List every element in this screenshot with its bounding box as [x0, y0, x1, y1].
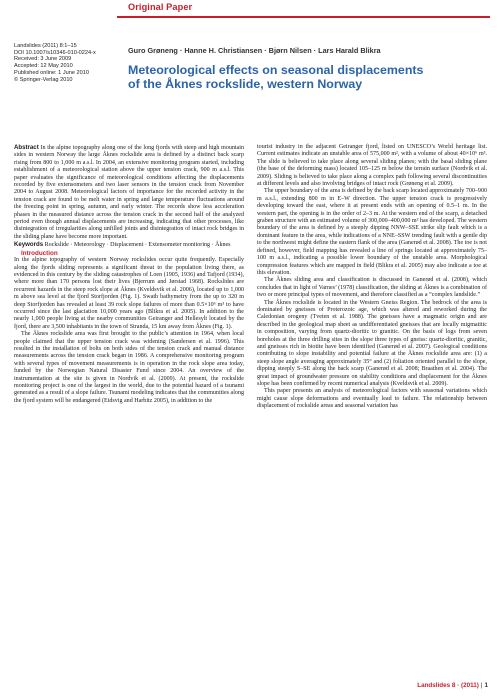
title-line-2: of the Åknes rockslide, western Norway [128, 77, 363, 92]
abstract-text: In the alpine topography along one of the long fjords with steep and high mountain sides in western Norway the large Åknes rockslide area is defined by a distinct back scarp rising from 800 to 1,000 m a.s.l. In 2004, an extensive monitoring program started, including establishment of a meteorological station above the upper tension crack, 900 m a.s.l. This paper evaluates the significance of meteorological conditions affecting the displacements recorded by five extensometers and two laser sensors in the tension crack from November 2004 to August 2008. Meteorological factors of importance for the recorded activity in the tension crack are found to be melt water in spring and large temperature fluctuations around the freezing point in spring, autumn, and early winter. The records show less acceleration phases in the measured distance across the tension crack in the second half of the analyzed period even though annual displacements are increasing, indicating that other processes, like disintegration of irregularities along unfilled joints and disintegration of intact rock bridges in the sliding plane have become more important. [14, 145, 245, 240]
right-paragraph-2: The upper boundary of the area is defined by the back scarp located approximately 700–900 m a.s.l., extending 800 m in E–W direction. The upper tension crack is progressively developing toward the east, where it at present ends with an opening of 0.5–1 m. In the western part, the opening is in the order of 2–3 m. At the western end of the scarp, a detached graben structure with an estimated volume of 300,000–400,000 m³ has developed. The western boundary of the area is defined by a steeply dipping NNW–SSE strike slip fault which is a dominant feature in the area, while indications of a NNE–SSW trending fault with a gentle dip to the northwest might define the eastern flank of the area (Ganerød et al. 2008). The toe is not defined, however, field mapping has revealed a line of springs located at approximately 75–100 m a.s.l., indicating a possible lower boundary of the unstable area. Morphological compression features which are mapped in field (Blikra et al. 2005) may also indicate a toe at this elevation. [257, 188, 487, 276]
meta-citation: Landslides (2011) 8:1–15 [14, 43, 77, 49]
author-list: Guro Grøneng · Hanne H. Christiansen · Bjørn Nilsen · Lars Harald Blikra [128, 46, 381, 55]
intro-paragraph-1: In the alpine topography of western Norway rockslides occur quite frequently. Especially along the fjords sliding represents a significant threat to the population living there, as evidenced in this century by the sliding catastrophes of Loen (1905, 1936) and Tafjord (1934), where more than 170 persons lost their lives (Bjerrum and Jørstad 1968). Rockslides are recurrent hazards in the steep rock slope at Åknes (Kveldsvik et al. 2006), located up to 1,000 m above sea level at the fjord Storfjorden (Fig. 1). Swath bathymetry from the up to 320 m deep Storfjorden has revealed at least 39 rock slope failures of more than 0.5×10⁶ m³ to have occurred since the last glaciation 10,000 years ago (Blikra et al. 2005). In addition to the nearly 1,000 people living at the nearby communities Geiranger and Hellesylt located by the fjord, there are 3,500 inhabitants in the town of Stranda, 15 km away from Åknes (Fig. 1). [14, 257, 244, 330]
meta-doi: DOI 10.1007/s10346-010-0224-x [14, 49, 96, 56]
footer-journal: Landslides 8 · (2011) [417, 682, 479, 689]
page-footer [417, 682, 488, 689]
keywords-label: Keywords [14, 241, 44, 249]
keywords [14, 241, 244, 249]
meta-copyright: © Springer-Verlag 2010 [14, 76, 73, 83]
abstract-label: Abstract [14, 144, 39, 151]
keywords-text: Rockslide · Meteorology · Displacement · Extensometer monitoring · Åknes [44, 242, 231, 249]
right-paragraph-4: The Åknes rockslide is located in the Western Gneiss Region. The bedrock of the area is dominated by gneisses of Proterozoic age, which was altered and reworked during the Caledonian orogeny (Tveten et al. 1988). The gneisses have a magmatic origin and are described in the geological map sheet as undifferentiated gneisses that are locally migmatitic in composition, varying from quartz-dioritic to granitic. On the basis of logs from seven boreholes at the three drilling sites in the slope three types of gneiss: quartz-dioritic, granitic, and gneisses rich in biotite have been identified (Ganerød et al. 2007). Geological conditions contributing to slope instability and potential failure at the Åknes rockslide area are: (1) a steep slope angle averaging approximately 35° and (2) foliation oriented parallel to the slope, dipping steeply S–SE along the back scarp (Ganerød et al. 2008; Braathen et al. 2004). The great impact of groundwater pressure on stability conditions and displacement for the Åknes slope has been confirmed by recent numerical analysis (Kveldsvik et al. 2009). [257, 299, 487, 387]
meta-published: Published online: 1 June 2010 [14, 69, 89, 76]
footer-separator: | [480, 682, 483, 689]
footer-page-number: 1 [484, 682, 488, 689]
article-meta [14, 43, 114, 83]
right-column [257, 144, 487, 411]
right-paragraph-1: tourist industry in the adjacent Geiranger fjord, listed on UNESCO’s World heritage list. Current estimates indicate an unstable area of 575,000 m², with a volume of about 40×10⁶ m³. The slide is believed to take place along several sliding planes; with the basal sliding plane (the base of the deforming mass) located 105–125 m below the terrain surface (Nordvik et al. 2009). Sliding is believed to take place along a complex path following several discontinuities at different levels and also involving bridges of intact rock (Grøneng et al. 2009). [257, 144, 487, 188]
meta-accepted: Accepted: 12 May 2010 [14, 63, 73, 70]
abstract [14, 144, 244, 241]
title-line-1: Meteorological effects on seasonal displacements [128, 63, 424, 77]
left-column [14, 144, 244, 405]
header-rule [117, 16, 490, 18]
article-title [128, 63, 488, 91]
intro-paragraph-2: The Åknes rockslide area was first brought to the public’s attention in 1964, when local people claimed that the upper tension crack was widening (Sandersen et al. 1996). This resulted in the installation of bolts on both sides of the tension crack and manual distance measurements across the tension crack began in 1986. A comprehensive monitoring program with several types of movement measurements is in operation in the rock slope area today, funded by the Norwegian Natural Disaster Fund since 2004. An overview of the instrumentation at the site is given in Nordvik et al. (2009). At present, the rockslide monitoring project is one of the largest in the world, due to the potential hazard of a tsunami generated as a result of a slope failure. Tsunami modeling indicates that the communities along the fjord system will be endangered (Eidsvig and Harbitz 2005), in addition to the [14, 331, 244, 404]
right-paragraph-3: The Åknes sliding area and classification is discussed in Ganerød et al. (2008), which concludes that in light of Varnes’ (1978) classification, the sliding at Åknes is a combination of two or more principal types of movement, and therefore classified as a “complex landslide.” [257, 277, 487, 299]
meta-received: Received: 3 June 2009 [14, 56, 72, 63]
article-type-label: Original Paper [128, 2, 193, 12]
introduction-heading: Introduction [21, 249, 58, 257]
right-paragraph-5: This paper presents an analysis of meteorological factors with seasonal variations which might cause slope deformations and eventually lead to failure. The relationship between displacement of rockslide areas and seasonal variation has [257, 388, 487, 410]
